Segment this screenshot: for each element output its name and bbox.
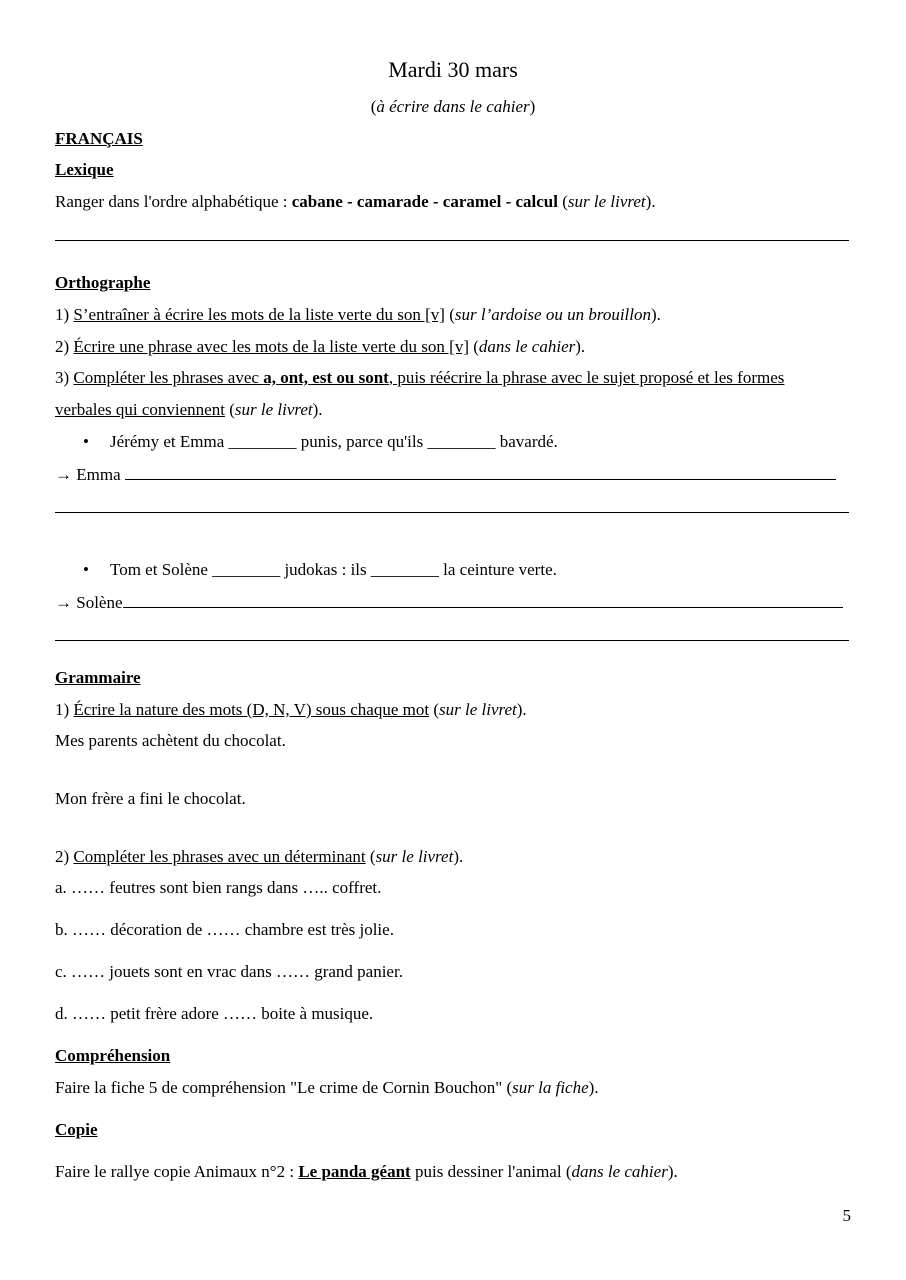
item-task: verbales qui conviennent (55, 400, 225, 419)
grammaire-sentence: Mes parents achètent du chocolat. (55, 731, 286, 750)
lexique-words: cabane - camarade - caramel - calcul (291, 192, 558, 211)
where-open: ( (224, 400, 235, 419)
lexique-instruction (55, 191, 656, 213)
answer-blank (123, 591, 843, 608)
item-task: Écrire la nature des mots (D, N, V) sous chaque mot (73, 700, 430, 719)
exercise-bullet (83, 431, 558, 453)
exercise-bullet (83, 559, 557, 581)
where-close: ). (575, 337, 586, 356)
grammaire-item-1 (55, 699, 527, 721)
item-task-bold: a, ont, est ou sont (263, 368, 389, 387)
bullet-icon: • (83, 560, 89, 579)
page-number: 5 (842, 1206, 851, 1225)
comprehension-instruction (55, 1077, 599, 1099)
lexique-prefix: Ranger dans l'ordre alphabétique : (55, 192, 292, 211)
determinant-sentence: b. …… décoration de …… chambre est très jolie. (55, 920, 394, 939)
subheading-orthographe: Orthographe (55, 273, 151, 292)
where-open: ( (444, 305, 455, 324)
subtitle-open: ( (370, 97, 377, 116)
bullet-text: Tom et Solène ________ judokas : ils ________ la ceinture verte. (110, 560, 557, 579)
answer-blank (125, 463, 836, 480)
item-number: 1) (55, 305, 74, 324)
where-close: ). (588, 1078, 599, 1097)
answer-line (55, 640, 849, 641)
where-close: ). (516, 700, 527, 719)
where-open: ( (429, 700, 439, 719)
subtitle-close: ) (529, 97, 536, 116)
item-where: sur la fiche (512, 1078, 589, 1097)
copie-title: Le panda géant (298, 1162, 411, 1181)
lexique-where-open: ( (557, 192, 568, 211)
orthographe-item-3 (55, 367, 784, 389)
document-page (55, 0, 851, 1280)
item-task: Écrire une phrase avec les mots de la liste verte du son [v] (73, 337, 469, 356)
arrow-label: → Emma (55, 465, 125, 484)
where-close: ). (667, 1162, 678, 1181)
determinant-sentence: a. …… feutres sont bien rangs dans ….. coffret. (55, 878, 382, 897)
orthographe-item-3-cont (55, 399, 323, 421)
item-number: 3) (55, 368, 74, 387)
lexique-where-close: ). (645, 192, 656, 211)
where-close: ). (453, 847, 464, 866)
bullet-text: Jérémy et Emma ________ punis, parce qu'ils ________ bavardé. (110, 432, 558, 451)
page-title: Mardi 30 mars (388, 57, 518, 82)
lexique-where: sur le livret (567, 192, 646, 211)
item-task: , puis réécrire la phrase avec le sujet proposé et les formes (388, 368, 785, 387)
answer-arrow-line (55, 591, 843, 613)
subheading-lexique: Lexique (55, 160, 114, 179)
item-where: sur le livret (439, 700, 517, 719)
item-where: sur le livret (375, 847, 454, 866)
item-task: Compléter les phrases avec (73, 368, 264, 387)
item-where: dans le cahier (571, 1162, 668, 1181)
where-close: ). (651, 305, 661, 324)
comprehension-text: Faire la fiche 5 de compréhension "Le crime de Cornin Bouchon" ( (55, 1078, 513, 1097)
determinant-sentence: c. …… jouets sont en vrac dans …… grand panier. (55, 962, 403, 981)
copie-instruction (55, 1161, 678, 1183)
item-where: sur l’ardoise ou un brouillon (454, 305, 651, 324)
orthographe-item-2 (55, 336, 585, 358)
where-open: ( (469, 337, 479, 356)
answer-line (55, 512, 849, 513)
where-close: ). (312, 400, 323, 419)
item-number: 2) (55, 847, 74, 866)
grammaire-sentence: Mon frère a fini le chocolat. (55, 789, 246, 808)
answer-line (55, 240, 849, 241)
bullet-icon: • (83, 432, 89, 451)
orthographe-item-1 (55, 304, 661, 326)
item-number: 2) (55, 337, 74, 356)
copie-text: Faire le rallye copie Animaux n°2 : (55, 1162, 299, 1181)
item-number: 1) (55, 700, 74, 719)
determinant-sentence: d. …… petit frère adore …… boite à musique. (55, 1004, 374, 1023)
section-heading-francais: FRANÇAIS (55, 129, 143, 148)
item-where: dans le cahier (478, 337, 576, 356)
subtitle-italic: à écrire dans le cahier (376, 97, 530, 116)
subheading-copie: Copie (55, 1120, 98, 1139)
subheading-comprehension: Compréhension (55, 1046, 171, 1065)
item-where: sur le livret (234, 400, 313, 419)
arrow-label: → Solène (55, 593, 123, 612)
page-subtitle (55, 96, 851, 118)
answer-arrow-line (55, 463, 836, 485)
grammaire-item-2 (55, 846, 463, 868)
item-task: S’entraîner à écrire les mots de la liste verte du son [v] (73, 305, 445, 324)
where-open: ( (365, 847, 376, 866)
item-task: Compléter les phrases avec un déterminant (73, 847, 366, 866)
subheading-grammaire: Grammaire (55, 668, 141, 687)
copie-text: puis dessiner l'animal ( (410, 1162, 572, 1181)
